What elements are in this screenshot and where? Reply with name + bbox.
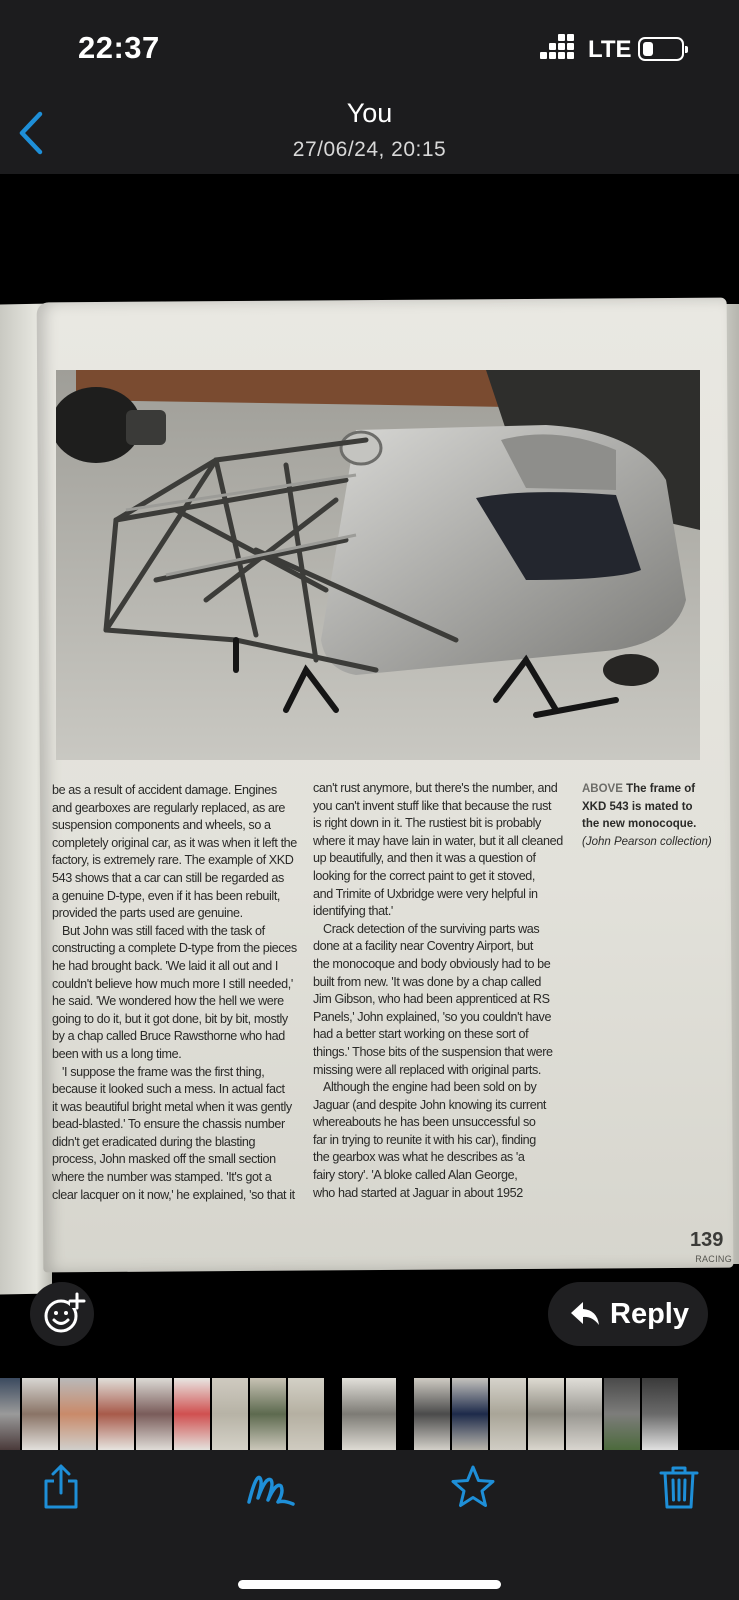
- article-line: Although the engine had been sold on by: [323, 1080, 537, 1095]
- article-line: 543 shows that a car can still be regarded as: [52, 870, 284, 885]
- article-column-2: [313, 780, 571, 1202]
- article-line: missing were all replaced with original parts.: [313, 1062, 541, 1077]
- article-line: is right down in it. The rustiest bit is probably: [313, 816, 541, 831]
- thumbnail[interactable]: [528, 1378, 564, 1450]
- battery-icon: [638, 37, 684, 61]
- page-number: 139: [690, 1229, 724, 1251]
- thumbnail[interactable]: [250, 1378, 286, 1450]
- thumbnail-strip[interactable]: [0, 1378, 739, 1450]
- article-line: he had brought back. 'We laid it all out and I: [52, 958, 279, 973]
- article-line: it was beautiful bright metal when it was gently: [52, 1099, 292, 1114]
- photo-viewer[interactable]: [0, 174, 739, 1368]
- thumbnail[interactable]: [174, 1378, 210, 1450]
- article-line: going to do it, but it got done, bit by bit, mostly: [52, 1011, 288, 1026]
- status-time: 22:37: [78, 30, 160, 65]
- caption-lead: ABOVE: [582, 783, 623, 795]
- article-line: completely original car, as it was when it left the: [52, 835, 297, 850]
- reply-button[interactable]: [548, 1282, 708, 1346]
- article-line: far in trying to reunite it with his car), finding: [313, 1132, 536, 1147]
- reply-label: Reply: [610, 1298, 689, 1330]
- article-line: and Trimite of Uxbridge were very helpful in: [313, 886, 538, 901]
- article-line: a genuine D-type, even if it has been rebuilt,: [52, 888, 281, 903]
- thumbnail[interactable]: [452, 1378, 488, 1450]
- thumbnail[interactable]: [604, 1378, 640, 1450]
- article-column-1: [52, 782, 297, 1204]
- home-indicator[interactable]: [238, 1580, 501, 1589]
- article-line: because it looked such a mess. In actual fact: [52, 1082, 285, 1097]
- article-line: Crack detection of the surviving parts was: [323, 921, 540, 936]
- caption-line: The frame of: [626, 783, 696, 795]
- photo-credit: (John Pearson collection): [582, 835, 712, 848]
- article-line: Jim Gibson, who had been apprenticed at RS: [313, 992, 550, 1007]
- article-line: factory, is extremely rare. The example of XKD: [52, 853, 294, 868]
- thumbnail[interactable]: [288, 1378, 324, 1450]
- article-line: had a better start working on these sort of: [313, 1027, 529, 1042]
- article-line: been with us a long time.: [52, 1046, 182, 1061]
- status-bar: [0, 0, 739, 90]
- article-line: constructing a complete D-type from the pieces: [52, 941, 297, 956]
- article-line: provided the parts used are genuine.: [52, 906, 243, 921]
- article-line: you can't invent stuff like that because the rust: [313, 798, 552, 813]
- thumbnail[interactable]: [566, 1378, 602, 1450]
- thumbnail-current[interactable]: [342, 1378, 396, 1450]
- thumbnail[interactable]: [98, 1378, 134, 1450]
- article-line: built from new. 'It was done by a chap called: [313, 974, 542, 989]
- thumbnail[interactable]: [0, 1378, 20, 1450]
- article-line: whereabouts he has been unsuccessful so: [313, 1115, 536, 1130]
- article-line: looking for the correct paint to get it stoved,: [313, 868, 536, 883]
- caption-line: XKD 543 is mated to: [582, 800, 693, 813]
- article-line: up beautifully, and then it was a question of: [313, 851, 536, 866]
- thumbnail[interactable]: [60, 1378, 96, 1450]
- thumbnail[interactable]: [22, 1378, 58, 1450]
- article-line: But John was still faced with the task of: [62, 923, 265, 938]
- article-line: the gearbox was what he describes as 'a: [313, 1150, 525, 1165]
- reply-arrow-icon: [570, 1300, 600, 1328]
- bottom-toolbar: [0, 1450, 739, 1600]
- article-line: process, John masked off the small section: [52, 1152, 276, 1167]
- article-line: by a chap called Bruce Rawsthorne who had: [52, 1029, 285, 1044]
- article-line: didn't get eradicated during the blasting: [52, 1134, 256, 1149]
- article-line: and gearboxes are regularly replaced, as are: [52, 800, 286, 815]
- thumbnail[interactable]: [136, 1378, 172, 1450]
- article-line: things.' Those bits of the suspension that were: [313, 1044, 553, 1059]
- share-icon[interactable]: [38, 1464, 84, 1510]
- thumbnail[interactable]: [490, 1378, 526, 1450]
- markup-icon[interactable]: [246, 1464, 296, 1510]
- article-line: he said. 'We wondered how the hell we were: [52, 994, 284, 1009]
- thumbnail[interactable]: [642, 1378, 678, 1450]
- article-line: clear lacquer on it now,' he explained, 'so that it: [52, 1187, 295, 1202]
- article-line: couldn't believe how much more I still needed,': [52, 976, 293, 991]
- add-reaction-button[interactable]: [30, 1282, 94, 1346]
- thumbnail[interactable]: [212, 1378, 248, 1450]
- signal-icon: [540, 36, 580, 62]
- network-label: LTE: [588, 36, 632, 63]
- photo-caption: [582, 781, 722, 851]
- star-icon[interactable]: [450, 1464, 496, 1510]
- add-reaction-icon: [30, 1282, 94, 1346]
- article-line: the monocoque and body obviously had to be: [313, 956, 551, 971]
- nav-bar: [0, 90, 739, 174]
- article-line: where it may have lain in water, but it all cleaned: [313, 833, 563, 848]
- article-line: be as a result of accident damage. Engines: [52, 783, 277, 797]
- article-line: identifying that.': [313, 904, 393, 919]
- article-line: fairy story'. 'A bloke called Alan George,: [313, 1168, 518, 1183]
- article-line: where the number was stamped. 'It's got a: [52, 1170, 272, 1185]
- article-line: bead-blasted.' To ensure the chassis number: [52, 1117, 285, 1132]
- caption-line: the new monocoque.: [582, 818, 697, 830]
- chassis-photo: [56, 370, 700, 760]
- sender-name: You: [346, 98, 393, 128]
- article-line: can't rust anymore, but there's the number, and: [313, 781, 558, 795]
- article-line: suspension components and wheels, so a: [52, 818, 271, 833]
- article-line: 'I suppose the frame was the first thing,: [62, 1064, 265, 1079]
- article-line: Jaguar (and despite John knowing its current: [313, 1097, 547, 1112]
- thumbnail[interactable]: [414, 1378, 450, 1450]
- message-timestamp: 27/06/24, 20:15: [292, 138, 447, 161]
- article-line: who had started at Jaguar in about 1952: [313, 1185, 523, 1200]
- article-line: Panels,' John explained, 'so you couldn't have: [313, 1009, 552, 1024]
- trash-icon[interactable]: [656, 1464, 702, 1510]
- page-footer: RACING: [695, 1254, 732, 1264]
- article-line: done at a facility near Coventry Airport, but: [313, 939, 534, 954]
